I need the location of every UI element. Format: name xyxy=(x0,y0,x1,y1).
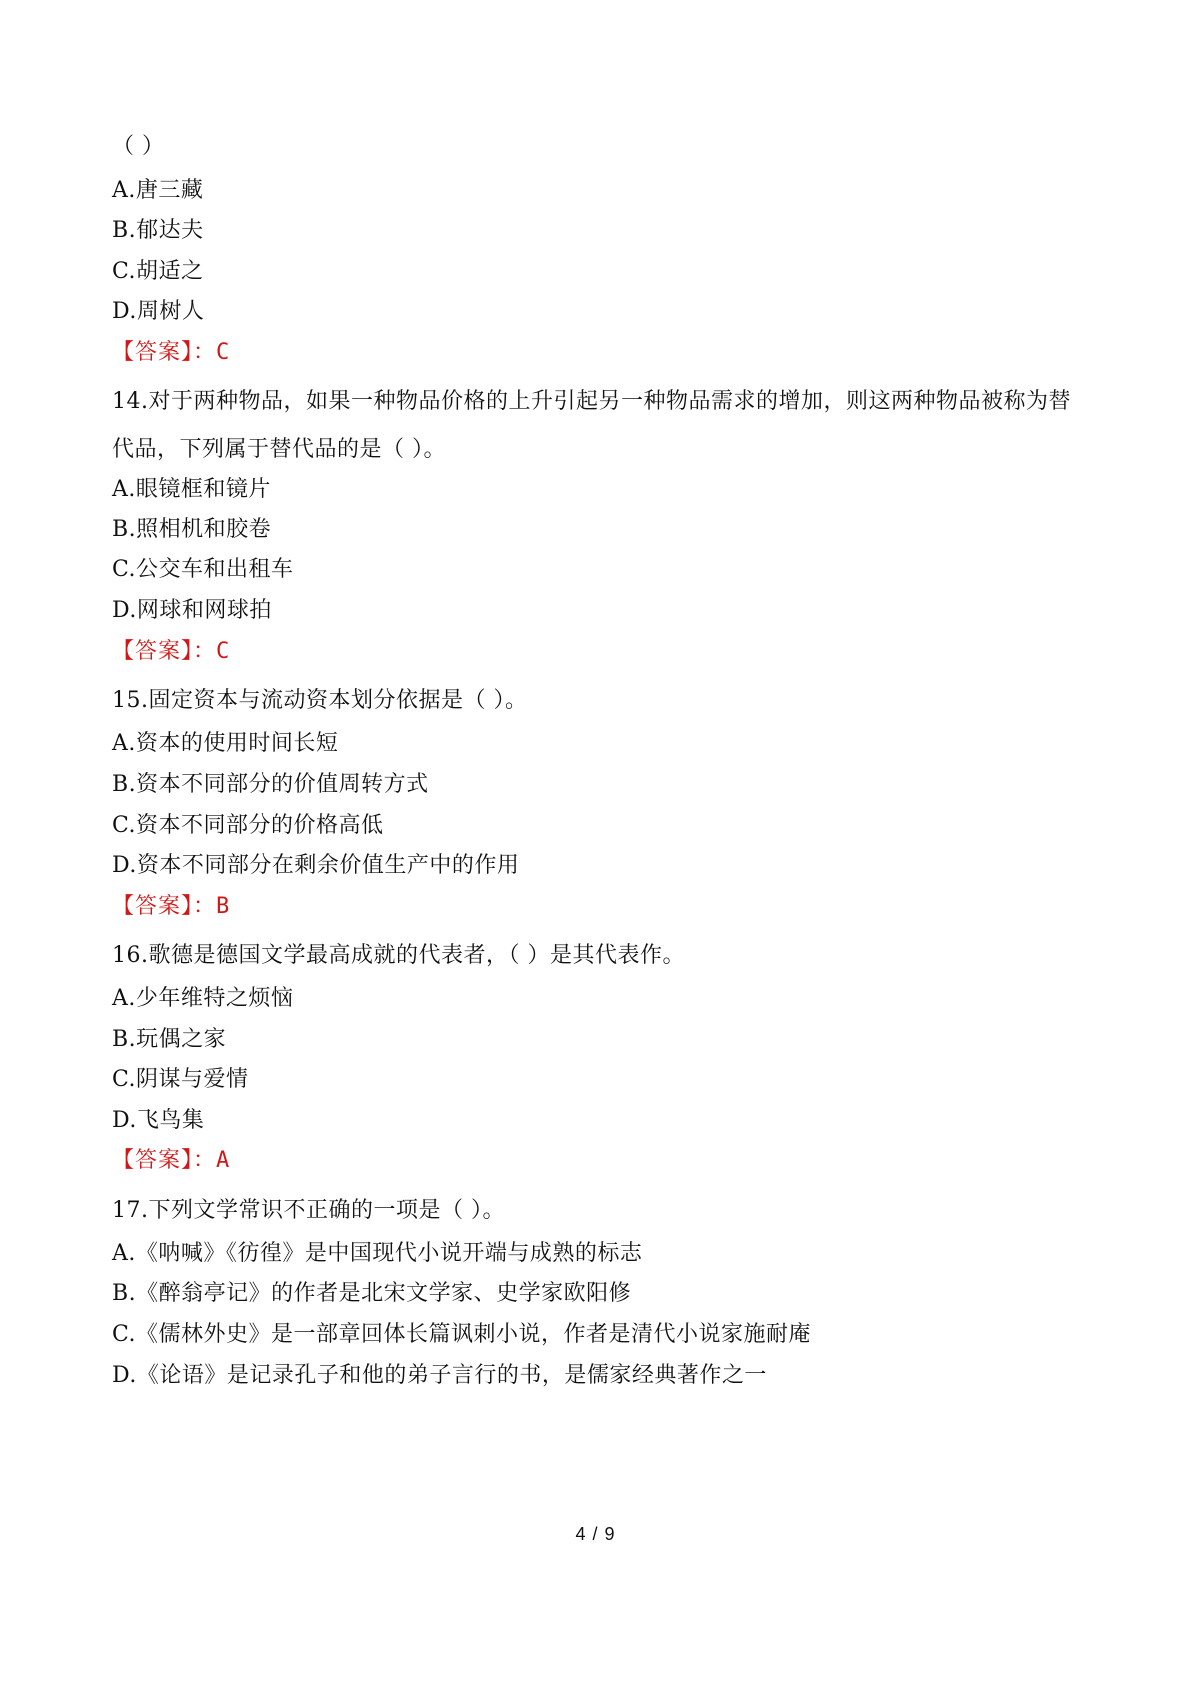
answer-value: A xyxy=(216,1148,231,1173)
question-15-option-c: C.资本不同部分的价格高低 xyxy=(112,813,384,838)
question-15-option-b: B.资本不同部分的价值周转方式 xyxy=(112,772,429,797)
answer-value: C xyxy=(216,639,231,664)
answer-label: 【答案】： xyxy=(112,639,217,664)
question-17-option-a: A.《呐喊》《彷徨》是中国现代小说开端与成熟的标志 xyxy=(112,1241,643,1266)
question-16-answer xyxy=(112,1146,230,1176)
answer-label: 【答案】： xyxy=(112,894,217,919)
question-16-option-d: D.飞鸟集 xyxy=(112,1108,205,1133)
answer-value: C xyxy=(216,340,231,365)
question-14-option-a: A.眼镜框和镜片 xyxy=(112,477,271,502)
page-number: 4 / 9 xyxy=(575,1524,616,1544)
question-17-option-d: D.《论语》是记录孔子和他的弟子言行的书，是儒家经典著作之一 xyxy=(112,1363,767,1388)
question-14-option-c: C.公交车和出租车 xyxy=(112,557,294,582)
question-17-option-c: C.《儒林外史》是一部章回体长篇讽刺小说，作者是清代小说家施耐庵 xyxy=(112,1322,812,1347)
question-17-stem: 17.下列文学常识不正确的一项是（ ）。 xyxy=(112,1198,505,1223)
question-15-option-a: A.资本的使用时间长短 xyxy=(112,731,339,756)
question-16-stem: 16.歌德是德国文学最高成就的代表者，（ ）是其代表作。 xyxy=(112,943,685,968)
question-14-answer xyxy=(112,637,230,667)
question-15-answer xyxy=(112,892,230,922)
question-13-answer xyxy=(112,338,230,368)
question-17-option-b: B.《醉翁亭记》的作者是北宋文学家、史学家欧阳修 xyxy=(112,1281,632,1306)
question-15-option-d: D.资本不同部分在剩余价值生产中的作用 xyxy=(112,853,520,878)
answer-value: B xyxy=(216,894,231,919)
question-16-option-b: B.玩偶之家 xyxy=(112,1027,227,1052)
question-13-option-b: B.郁达夫 xyxy=(112,218,204,243)
question-15-stem: 15.固定资本与流动资本划分依据是（ ）。 xyxy=(112,688,528,713)
question-16-option-c: C.阴谋与爱情 xyxy=(112,1067,249,1092)
question-13-option-d: D.周树人 xyxy=(112,299,205,324)
question-13-option-a: A.唐三藏 xyxy=(112,178,204,203)
question-13-stem-tail: （ ） xyxy=(112,134,165,159)
answer-label: 【答案】： xyxy=(112,340,217,365)
question-14-option-d: D.网球和网球拍 xyxy=(112,598,272,623)
answer-label: 【答案】： xyxy=(112,1148,217,1173)
question-14-stem: 14.对于两种物品，如果一种物品价格的上升引起另一种物品需求的增加，则这两种物品被称为替代品，下列属于替代品的是（ ）。 xyxy=(112,389,1071,462)
question-14-option-b: B.照相机和胶卷 xyxy=(112,517,272,542)
question-13-option-c: C.胡适之 xyxy=(112,259,204,284)
question-16-option-a: A.少年维特之烦恼 xyxy=(112,986,294,1011)
